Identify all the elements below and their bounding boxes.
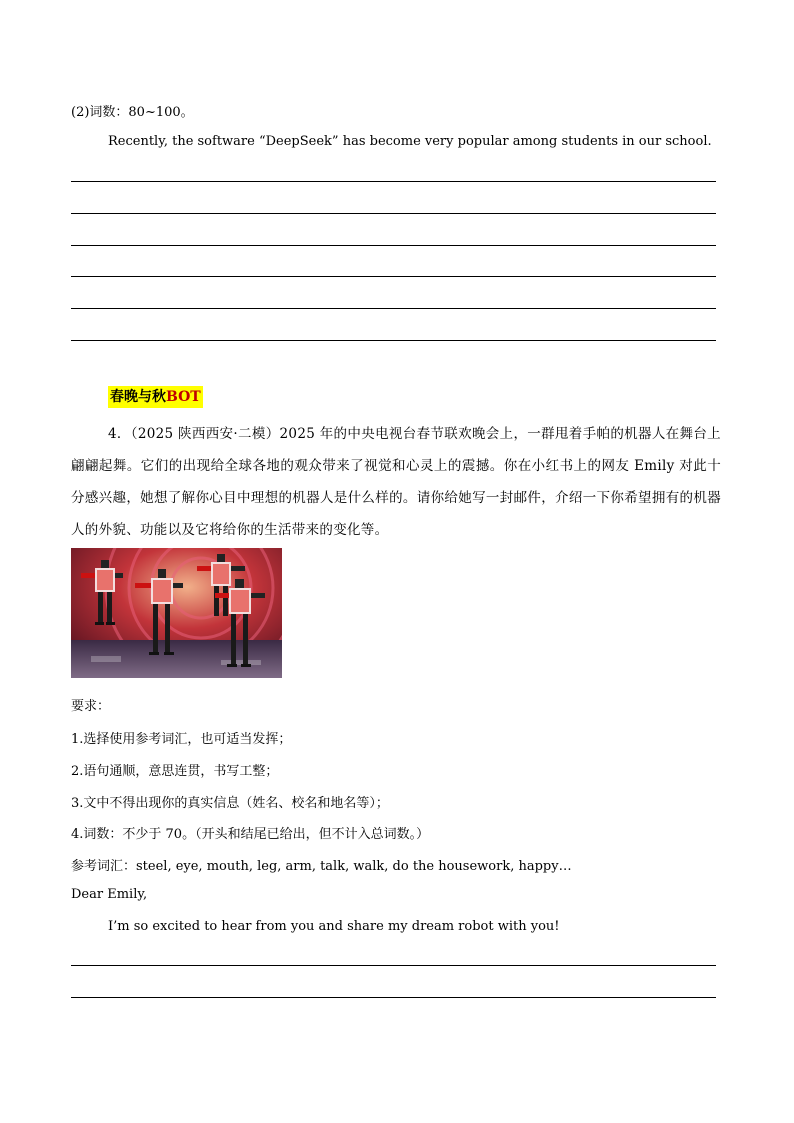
requirement-item: 2.语句通顺，意思连贯，书写工整； [71, 764, 279, 779]
answer-line[interactable] [71, 308, 716, 309]
robots-dancing-photo [71, 548, 282, 678]
letter-opening-sentence: I’m so excited to hear from you and share my dream robot with you! [108, 919, 560, 934]
reference-words: 参考词汇：steel, eye, mouth, leg, arm, talk, walk, do the housework, happy… [71, 859, 572, 874]
answer-line[interactable] [71, 245, 716, 246]
word-count-requirement: (2)词数：80~100。 [71, 105, 194, 120]
answer-line[interactable] [71, 965, 716, 966]
section-title-suffix: BOT [166, 389, 201, 405]
letter-salutation: Dear Emily, [71, 887, 148, 902]
essay-opening-sentence: Recently, the software “DeepSeek” has become very popular among students in our school. [108, 134, 712, 149]
question-prompt: 4．（2025 陕西西安·二模）2025 年的中央电视台春节联欢晚会上，一群甩着手帕的机器人在舞台上翩翩起舞。它们的出现给全球各地的观众带来了视觉和心灵上的震撼。你在小红书上的网友 Emily 对此十分感兴趣，她想了解你心目中理想的机器人是什么样的。请你给她写一封邮件，介绍一下你希望拥有的机器人的外貌、功能以及它将给你的生活带来的变化等。 [71, 426, 721, 538]
answer-line[interactable] [71, 276, 716, 277]
requirements-heading: 要求： [71, 699, 111, 714]
section-title [108, 386, 203, 408]
requirement-item: 3.文中不得出现你的真实信息（姓名、校名和地名等）； [71, 796, 389, 811]
answer-line[interactable] [71, 213, 716, 214]
answer-line[interactable] [71, 181, 716, 182]
answer-line[interactable] [71, 997, 716, 998]
requirement-item: 4.词数：不少于 70。（开头和结尾已给出，但不计入总词数。） [71, 827, 430, 842]
answer-line[interactable] [71, 340, 716, 341]
requirement-item: 1.选择使用参考词汇，也可适当发挥； [71, 732, 292, 747]
section-title-text: 春晚与秋 [110, 389, 166, 405]
